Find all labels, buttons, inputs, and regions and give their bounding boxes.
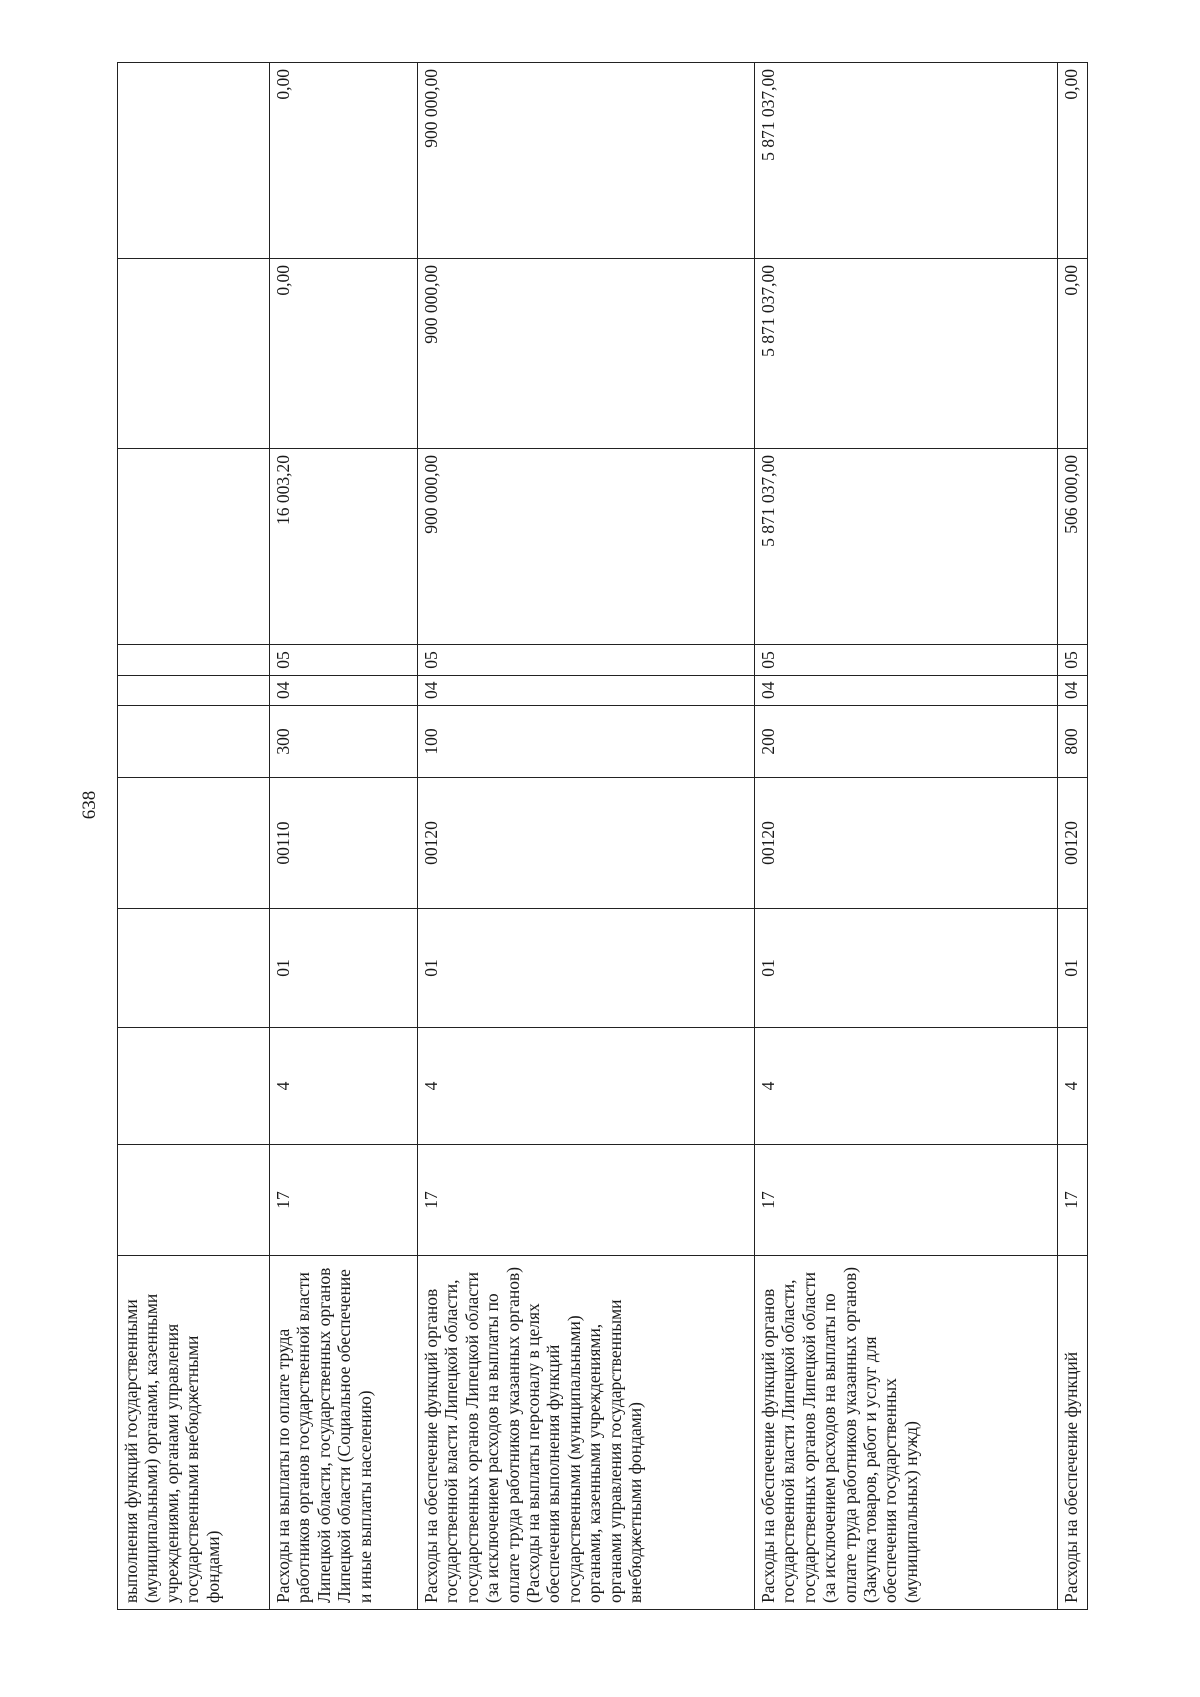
- cell-expense-type: 800: [1058, 706, 1088, 778]
- cell-program-code: 4: [270, 1028, 418, 1145]
- cell-amount-2: [118, 259, 270, 449]
- cell-program-code: 4: [418, 1028, 755, 1145]
- cell-subsection: 05: [755, 645, 1058, 676]
- rotated-table-container: [117, 63, 1087, 1610]
- table-row: [118, 63, 270, 1610]
- budget-table: [117, 62, 1088, 1610]
- cell-direction-code: 00120: [755, 778, 1058, 909]
- cell-amount-1: 5 871 037,00: [755, 449, 1058, 645]
- row-description: Расходы на выплаты по оплате труда работников органов государственной власти Липецкой области, государственных органов Липецкой области (Социальное обеспечение и иные выплаты населению): [270, 1256, 418, 1610]
- cell-subprogram-code: 01: [418, 909, 755, 1028]
- cell-amount-2: 900 000,00: [418, 259, 755, 449]
- cell-amount-2: 5 871 037,00: [755, 259, 1058, 449]
- cell-amount-1: 900 000,00: [418, 449, 755, 645]
- page-number: 638: [79, 790, 100, 820]
- cell-subprogram-code: [118, 909, 270, 1028]
- row-description: Расходы на обеспечение функций органов государственной власти Липецкой области, государственных органов Липецкой области (за исключением расходов на выплаты по оплате труда работников указанных органов) (Расходы на выплаты персоналу в целях обеспечения выполнения функций государственными (муниципальными) органами, казенными учреждениями, органами управления государственными внебюджетными фондами): [418, 1256, 755, 1610]
- cell-amount-3: 5 871 037,00: [755, 63, 1058, 259]
- table-row: [1058, 63, 1088, 1610]
- cell-subsection: 05: [270, 645, 418, 676]
- cell-subsection: 05: [418, 645, 755, 676]
- row-description: выполнения функций государственными (муниципальными) органами, казенными учреждениями, органами управления государственными внебюджетными фондами): [118, 1256, 270, 1610]
- cell-amount-3: 0,00: [270, 63, 418, 259]
- cell-program-code: 4: [1058, 1028, 1088, 1145]
- cell-admin-code: 17: [1058, 1145, 1088, 1256]
- cell-amount-1: [118, 449, 270, 645]
- cell-amount-2: 0,00: [270, 259, 418, 449]
- cell-subprogram-code: 01: [755, 909, 1058, 1028]
- cell-section: 04: [755, 676, 1058, 706]
- cell-subsection: 05: [1058, 645, 1088, 676]
- cell-section: 04: [1058, 676, 1088, 706]
- table-row: [270, 63, 418, 1610]
- cell-subprogram-code: 01: [1058, 909, 1088, 1028]
- cell-amount-3: 0,00: [1058, 63, 1088, 259]
- cell-amount-2: 0,00: [1058, 259, 1088, 449]
- cell-expense-type: 200: [755, 706, 1058, 778]
- cell-program-code: 4: [755, 1028, 1058, 1145]
- cell-section: 04: [270, 676, 418, 706]
- cell-admin-code: 17: [270, 1145, 418, 1256]
- cell-expense-type: 100: [418, 706, 755, 778]
- cell-program-code: [118, 1028, 270, 1145]
- cell-amount-1: 16 003,20: [270, 449, 418, 645]
- row-description: Расходы на обеспечение функций органов государственной власти Липецкой области, государственных органов Липецкой области (за исключением расходов на выплаты по оплате труда работников указанных органов) (Закупка товаров, работ и услуг для обеспечения государственных (муниципальных) нужд): [755, 1256, 1058, 1610]
- cell-admin-code: [118, 1145, 270, 1256]
- cell-direction-code: 00120: [418, 778, 755, 909]
- cell-amount-3: 900 000,00: [418, 63, 755, 259]
- cell-admin-code: 17: [418, 1145, 755, 1256]
- cell-section: [118, 676, 270, 706]
- cell-subsection: [118, 645, 270, 676]
- table-row: [755, 63, 1058, 1610]
- cell-amount-3: [118, 63, 270, 259]
- row-description: Расходы на обеспечение функций: [1058, 1256, 1088, 1610]
- cell-expense-type: 300: [270, 706, 418, 778]
- cell-direction-code: 00120: [1058, 778, 1088, 909]
- cell-section: 04: [418, 676, 755, 706]
- cell-subprogram-code: 01: [270, 909, 418, 1028]
- cell-admin-code: 17: [755, 1145, 1058, 1256]
- table-row: [418, 63, 755, 1610]
- cell-amount-1: 506 000,00: [1058, 449, 1088, 645]
- cell-expense-type: [118, 706, 270, 778]
- cell-direction-code: [118, 778, 270, 909]
- cell-direction-code: 00110: [270, 778, 418, 909]
